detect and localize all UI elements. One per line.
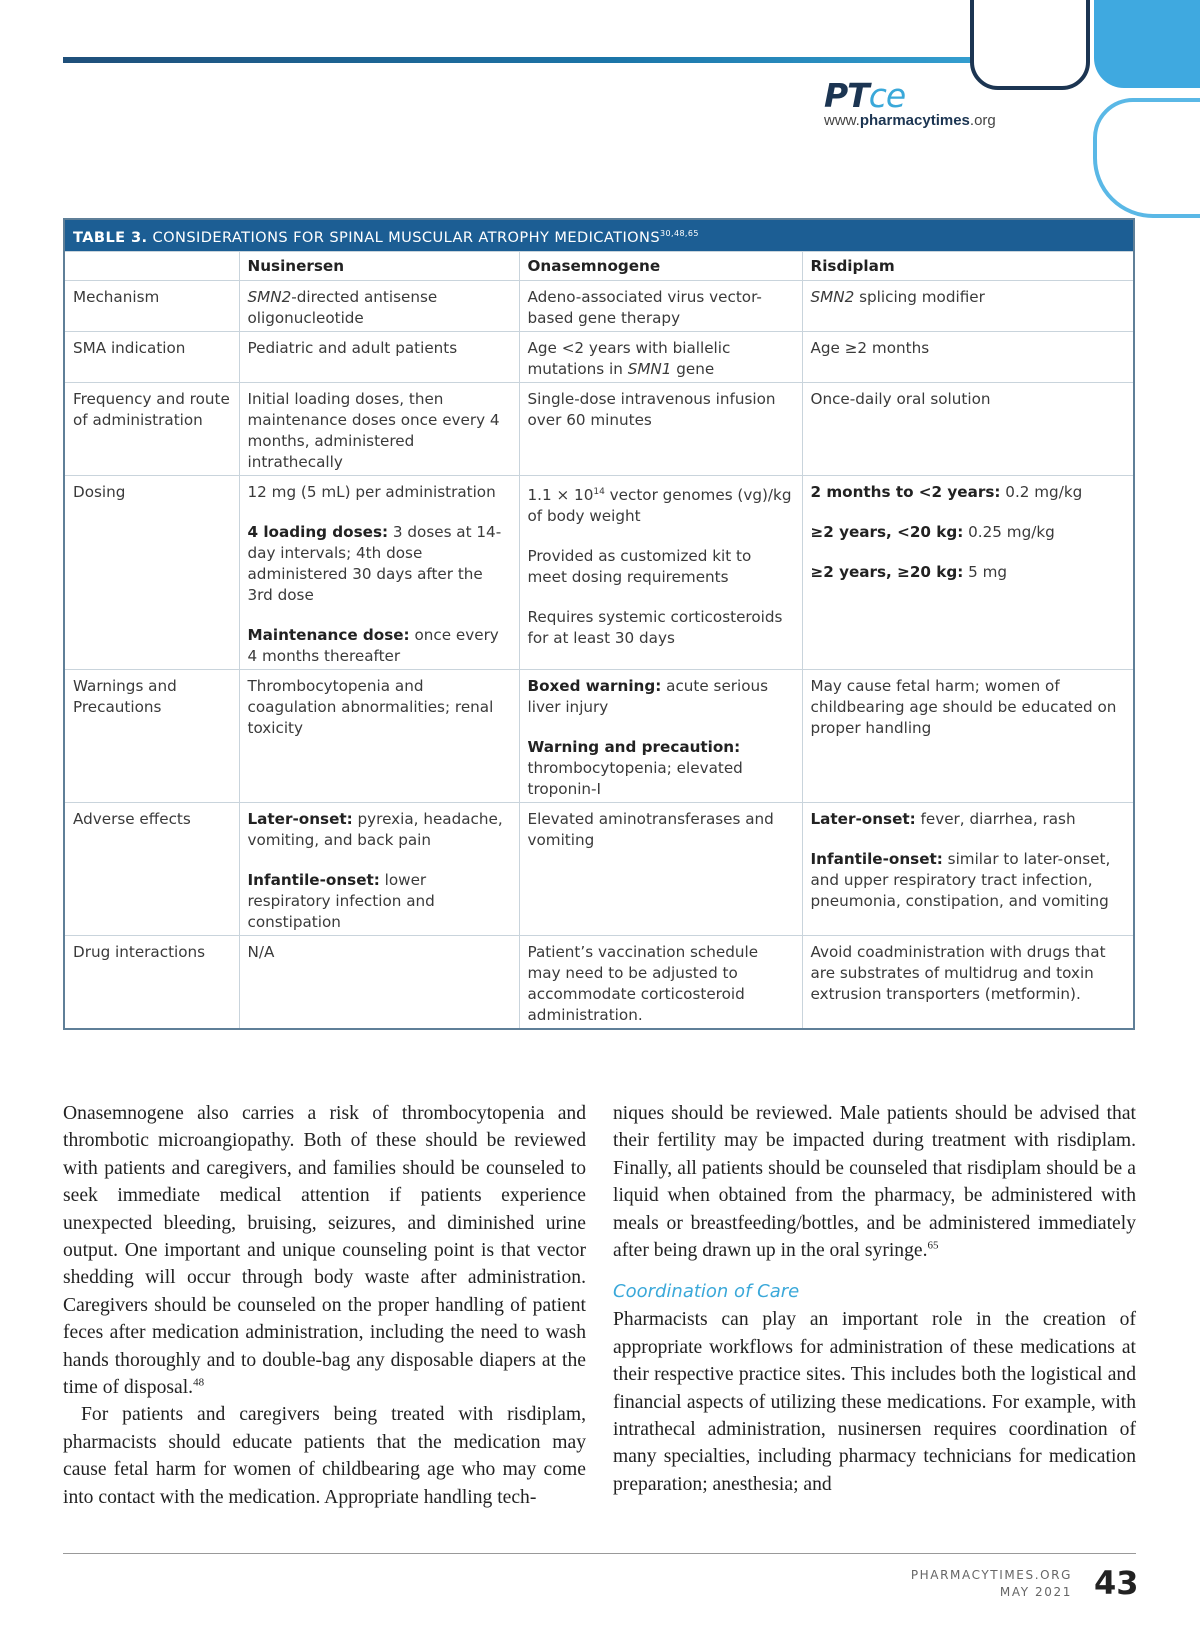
section-heading: Coordination of Care [613,1281,800,1303]
paragraph: For patients and caregivers being treated with risdiplam, pharmacists should educate patients that the medication may cause fetal harm for women of childbearing age who may come into contact with the medication. Appropriate handling tech- [63,1404,586,1508]
row-label: SMA indication [64,331,239,382]
row-label: Drug interactions [64,935,239,1029]
table-cell: Later-onset: pyrexia, headache, vomiting, and back pain Infantile-onset: lower respiratory infection and constipation [239,802,519,935]
table-row [64,935,1134,1029]
table-cell: Avoid coadministration with drugs that are substrates of multidrug and toxin extrusion transporters (metformin). [802,935,1134,1029]
footer-date: MAY 2021 [999,1585,1072,1599]
table-row [64,280,1134,331]
table-caption: TABLE 3. CONSIDERATIONS FOR SPINAL MUSCULAR ATROPHY MEDICATIONS$^{30,48,65}$ [64,219,1134,251]
page-number: 43 [1094,1564,1139,1602]
column-header: Nusinersen [239,251,519,280]
paragraph: Onasemnogene also carries a risk of thrombocytopenia and thrombotic microangiopathy. Both of these should be reviewed with patients and caregivers, and families should be counseled to seek immediate medical attention if patients experience unexpected bleeding, bruising, seizures, and diminished urine output. One important and unique counseling point is that vector shedding will occur through body waste after administration. Caregivers should be counseled on the proper handling of patient feces after medication administration, including the need to wash hands thoroughly and to double-bag any disposable diapers at the time of disposal.$^{48}$ [63,1103,586,1399]
table-cell: Once-daily oral solution [802,382,1134,475]
table-cell: Single-dose intravenous infusion over 60 minutes [519,382,802,475]
row-label: Frequency and route of administration [64,382,239,475]
body-column-right [613,1100,1136,1498]
table-cell: SMN2-directed antisense oligonucleotide [239,280,519,331]
decorative-shape [1093,98,1200,218]
table-cell: Age ≥2 months [802,331,1134,382]
table-cell: May cause fetal harm; women of childbearing age should be educated on proper handling [802,669,1134,802]
footer-rule [63,1553,1136,1554]
table-cell: Adeno-associated virus vector-based gene therapy [519,280,802,331]
footer-site: PHARMACYTIMES.ORG [910,1568,1072,1582]
table-row [64,382,1134,475]
paragraph: Pharmacists can play an important role in the creation of appropriate workflows for administration of these medications at their respective practice sites. This includes both the logistical and financial aspects of utilizing these medications. For example, with intrathecal administration, nusinersen requires coordination of many specialties, including pharmacy technicians for medication preparation; anesthesia; and [613,1309,1136,1495]
table-cell: 2 months to <2 years: 0.2 mg/kg ≥2 years, <20 kg: 0.25 mg/kg ≥2 years, ≥20 kg: 5 mg [802,475,1134,669]
row-label: Warnings and Precautions [64,669,239,802]
paragraph: niques should be reviewed. Male patients should be advised that their fertility may be impacted during treatment with risdiplam. Finally, all patients should be counseled that risdiplam should be a liquid when obtained from the pharmacy, be administered with meals or breastfeeding/bottles, and be administered immediately after being drawn up in the oral syringe.$^{65}$ [613,1103,1136,1262]
table-cell: Age <2 years with biallelic mutations in SMN1 gene [519,331,802,382]
header-rule [63,57,1063,63]
table-row [64,475,1134,669]
table-row [64,331,1134,382]
table-cell: 12 mg (5 mL) per administration 4 loading doses: 3 doses at 14-day intervals; 4th dose administered 30 days after the 3rd dose Maintenance dose: once every 4 months thereafter [239,475,519,669]
column-header: Risdiplam [802,251,1134,280]
column-header: Onasemnogene [519,251,802,280]
table-cell: $1.1 \times 10^{14}$ vector genomes (vg)/kg of body weight Provided as customized kit to meet dosing requirements Requires systemic corticosteroids for at least 30 days [519,475,802,669]
body-column-left [63,1100,586,1511]
table-cell: Initial loading doses, then maintenance doses once every 4 months, administered intrathecally [239,382,519,475]
table-cell: Elevated aminotransferases and vomiting [519,802,802,935]
table-row [64,669,1134,802]
decorative-shape [1094,0,1200,88]
row-label: Dosing [64,475,239,669]
table-cell: Patient’s vaccination schedule may need to be adjusted to accommodate corticosteroid administration. [519,935,802,1029]
ptce-logo: PTce [824,76,906,115]
medications-table [63,218,1135,1030]
row-label: Adverse effects [64,802,239,935]
site-url[interactable]: www.pharmacytimes.org [824,112,996,129]
table-cell: Thrombocytopenia and coagulation abnormalities; renal toxicity [239,669,519,802]
table-cell: N/A [239,935,519,1029]
table-header-row [64,251,1134,280]
table-cell: Boxed warning: acute serious liver injury Warning and precaution: thrombocytopenia; elevated troponin-I [519,669,802,802]
table-cell: Later-onset: fever, diarrhea, rash Infantile-onset: similar to later-onset, and upper respiratory tract infection, pneumonia, constipation, and vomiting [802,802,1134,935]
table-cell: SMN2 splicing modifier [802,280,1134,331]
table-cell: Pediatric and adult patients [239,331,519,382]
row-label: Mechanism [64,280,239,331]
decorative-shape [970,0,1090,90]
table-row [64,802,1134,935]
